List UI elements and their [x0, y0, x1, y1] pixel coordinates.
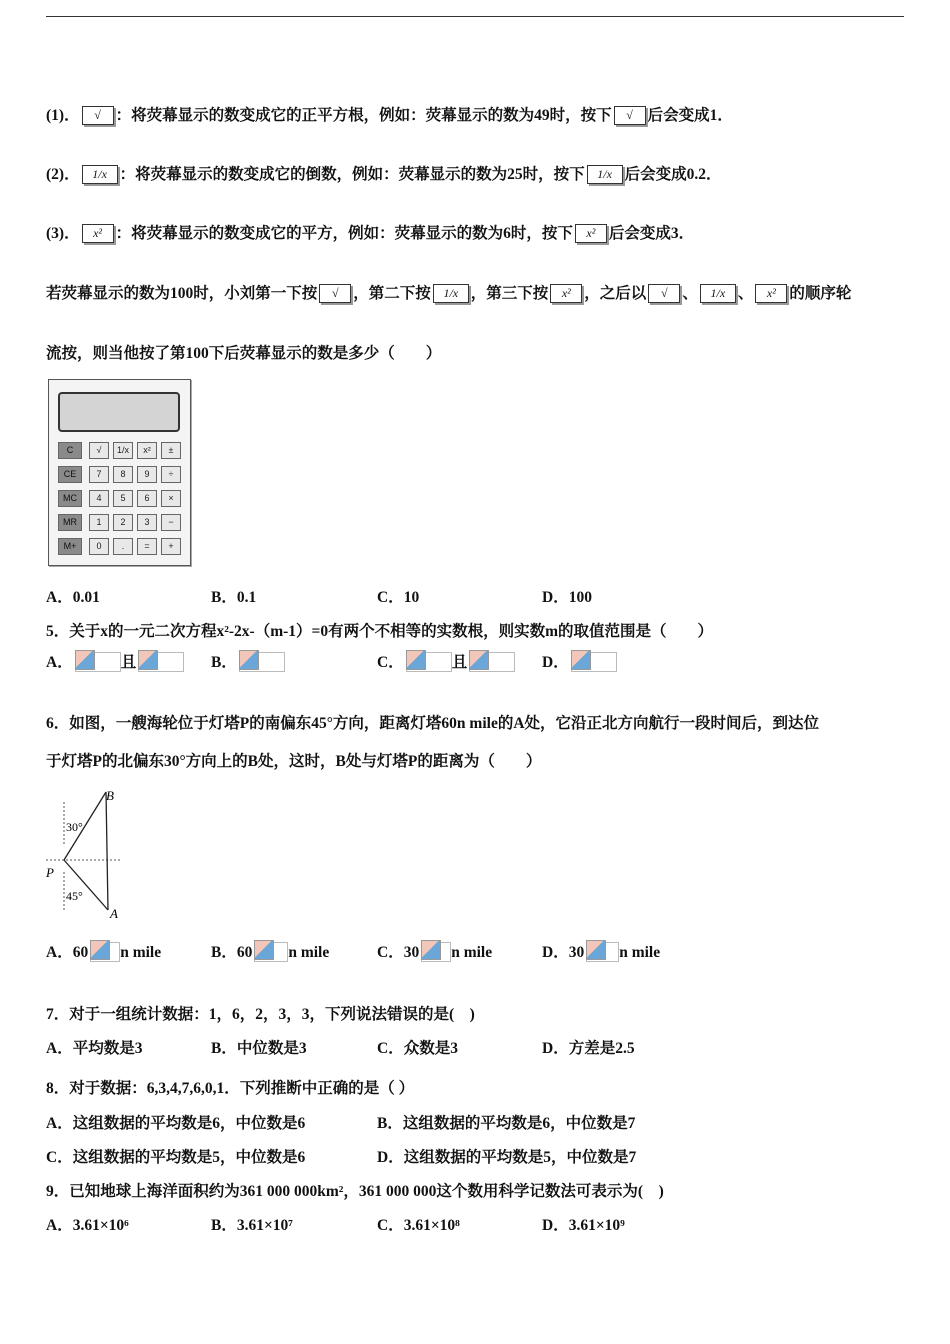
option-label: B． — [211, 654, 237, 671]
reciprocal-key-icon: 1/x — [700, 284, 736, 303]
q6-option-a — [46, 940, 161, 962]
calculator-key: √ — [89, 442, 109, 459]
q5-option-b — [211, 650, 285, 672]
image-placeholder-icon — [406, 650, 452, 672]
item-number: (3)． — [46, 225, 80, 242]
q4-item-2 — [46, 162, 721, 184]
stem-text: ，第二下按 — [353, 285, 431, 302]
item-number: (2)． — [46, 166, 80, 183]
q7-option-a: A．平均数是3 — [46, 1040, 143, 1057]
q9-option-a: A．3.61×10⁶ — [46, 1217, 129, 1234]
item-suffix: 后会变成0.2． — [624, 166, 722, 183]
calculator-key: = — [137, 538, 157, 555]
calculator-key: ± — [161, 442, 181, 459]
q6-option-b — [211, 940, 329, 962]
option-label: A．60 — [46, 944, 89, 961]
item-description: ：将荧幕显示的数变成它的倒数，例如：荧幕显示的数为25时，按下 — [119, 166, 585, 183]
q5-option-c — [377, 650, 515, 672]
calculator-key: . — [113, 538, 133, 555]
q4-item-1 — [46, 103, 733, 125]
q4-option-c: C．10 — [377, 589, 420, 606]
calculator-key: 4 — [89, 490, 109, 507]
q7-stem: 7．对于一组统计数据：1，6，2，3，3，下列说法错误的是( ) — [46, 1006, 475, 1023]
option-unit: n mile — [619, 944, 661, 961]
calculator-key: 8 — [113, 466, 133, 483]
option-label: C． — [377, 654, 404, 671]
separator: 、 — [737, 285, 754, 302]
stem-text: 若荧幕显示的数为100时，小刘第一下按 — [46, 285, 318, 302]
q8-option-c: C．这组数据的平均数是5，中位数是6 — [46, 1149, 306, 1166]
q4-stem-line-2: 流按，则当他按了第100下后荧幕显示的数是多少（ ） — [46, 345, 442, 362]
q6-option-d — [542, 940, 660, 962]
image-placeholder-icon — [90, 940, 120, 962]
q4-option-a: A．0.01 — [46, 589, 100, 606]
image-placeholder-icon — [75, 650, 121, 672]
item-description: ：将荧幕显示的数变成它的平方，例如：荧幕显示的数为6时，按下 — [115, 225, 573, 242]
item-description: ：将荧幕显示的数变成它的正平方根，例如：荧幕显示的数为49时，按下 — [115, 107, 612, 124]
q5-option-a — [46, 650, 184, 672]
option-label: C．30 — [377, 944, 420, 961]
q7-option-b: B．中位数是3 — [211, 1040, 307, 1057]
image-placeholder-icon — [239, 650, 285, 672]
calculator-image — [48, 379, 191, 566]
q5-option-d — [542, 650, 617, 672]
q9-option-c: C．3.61×10⁸ — [377, 1217, 460, 1234]
reciprocal-key-icon: 1/x — [587, 165, 623, 184]
calculator-key: 0 — [89, 538, 109, 555]
q9-option-d: D．3.61×10⁹ — [542, 1217, 625, 1234]
top-rule — [46, 16, 904, 17]
q7-option-d: D．方差是2.5 — [542, 1040, 635, 1057]
q4-item-3 — [46, 221, 694, 243]
q4-stem-line-1 — [46, 281, 851, 303]
option-unit: n mile — [451, 944, 493, 961]
option-unit: n mile — [288, 944, 330, 961]
lighthouse-diagram — [44, 786, 124, 920]
calculator-key: 7 — [89, 466, 109, 483]
calculator-key: MC — [58, 490, 82, 507]
calculator-key: − — [161, 514, 181, 531]
calculator-screen — [58, 392, 180, 432]
angle-45-label: 45° — [66, 889, 83, 903]
point-a-label: A — [110, 906, 118, 920]
calculator-key: 2 — [113, 514, 133, 531]
image-placeholder-icon — [254, 940, 288, 962]
image-placeholder-icon — [138, 650, 184, 672]
point-p-label: P — [46, 865, 54, 880]
square-key-icon: x² — [755, 284, 787, 303]
q7-option-c: C．众数是3 — [377, 1040, 458, 1057]
q8-option-a: A．这组数据的平均数是6，中位数是6 — [46, 1115, 306, 1132]
image-placeholder-icon — [586, 940, 619, 962]
calculator-key: ÷ — [161, 466, 181, 483]
q8-option-d: D．这组数据的平均数是5，中位数是7 — [377, 1149, 637, 1166]
conjunction: 且 — [120, 654, 137, 671]
q8-option-b: B．这组数据的平均数是6，中位数是7 — [377, 1115, 636, 1132]
calculator-key: C — [58, 442, 82, 459]
q4-option-b: B．0.1 — [211, 589, 257, 606]
sqrt-key-icon: √ — [82, 106, 114, 125]
q4-option-d: D．100 — [542, 589, 592, 606]
option-unit: n mile — [120, 944, 162, 961]
reciprocal-key-icon: 1/x — [433, 284, 469, 303]
square-key-icon: x² — [575, 224, 607, 243]
q5-stem: 5．关于x的一元二次方程x²-2x-（m-1）=0有两个不相等的实数根，则实数m的取值范围是（ ） — [46, 623, 714, 640]
square-key-icon: x² — [550, 284, 582, 303]
separator: 、 — [682, 285, 698, 302]
calculator-key: 5 — [113, 490, 133, 507]
angle-30-label: 30° — [66, 820, 83, 834]
stem-text: ，之后以 — [584, 285, 647, 302]
image-placeholder-icon — [421, 940, 451, 962]
item-suffix: 后会变成1． — [647, 107, 733, 124]
calculator-key: 1 — [89, 514, 109, 531]
calculator-key: 1/x — [113, 442, 133, 459]
calculator-key: + — [161, 538, 181, 555]
calculator-key: 3 — [137, 514, 157, 531]
option-label: D． — [542, 654, 569, 671]
image-placeholder-icon — [469, 650, 515, 672]
q6-option-c — [377, 940, 492, 962]
item-number: (1)． — [46, 107, 80, 124]
image-placeholder-icon — [571, 650, 617, 672]
calculator-key: x² — [137, 442, 157, 459]
option-label: A． — [46, 654, 73, 671]
q8-stem: 8．对于数据：6,3,4,7,6,0,1．下列推断中正确的是（ ） — [46, 1080, 415, 1097]
q9-stem: 9．已知地球上海洋面积约为361 000 000km²，361 000 000这个数用科学记数法可表示为( ) — [46, 1183, 664, 1200]
q6-stem-line-1: 6．如图，一艘海轮位于灯塔P的南偏东45°方向，距离灯塔60n mile的A处，它沿正北方向航行一段时间后，到达位 — [46, 715, 820, 732]
sqrt-key-icon: √ — [648, 284, 680, 303]
calculator-key: M+ — [58, 538, 82, 555]
stem-text: 的顺序轮 — [789, 285, 852, 302]
option-label: B．60 — [211, 944, 253, 961]
option-label: D．30 — [542, 944, 585, 961]
item-suffix: 后会变成3． — [608, 225, 695, 242]
reciprocal-key-icon: 1/x — [82, 165, 118, 184]
conjunction: 且 — [451, 654, 468, 671]
point-b-label: B — [106, 788, 114, 803]
calculator-key: CE — [58, 466, 82, 483]
square-key-icon: x² — [82, 224, 114, 243]
sqrt-key-icon: √ — [319, 284, 351, 303]
q6-stem-line-2: 于灯塔P的北偏东30°方向上的B处，这时，B处与灯塔P的距离为（ ） — [46, 753, 542, 770]
calculator-key: MR — [58, 514, 82, 531]
calculator-key: 9 — [137, 466, 157, 483]
sqrt-key-icon: √ — [614, 106, 646, 125]
stem-text: ，第三下按 — [470, 285, 549, 302]
q9-option-b: B．3.61×10⁷ — [211, 1217, 293, 1234]
calculator-key: × — [161, 490, 181, 507]
calculator-key: 6 — [137, 490, 157, 507]
